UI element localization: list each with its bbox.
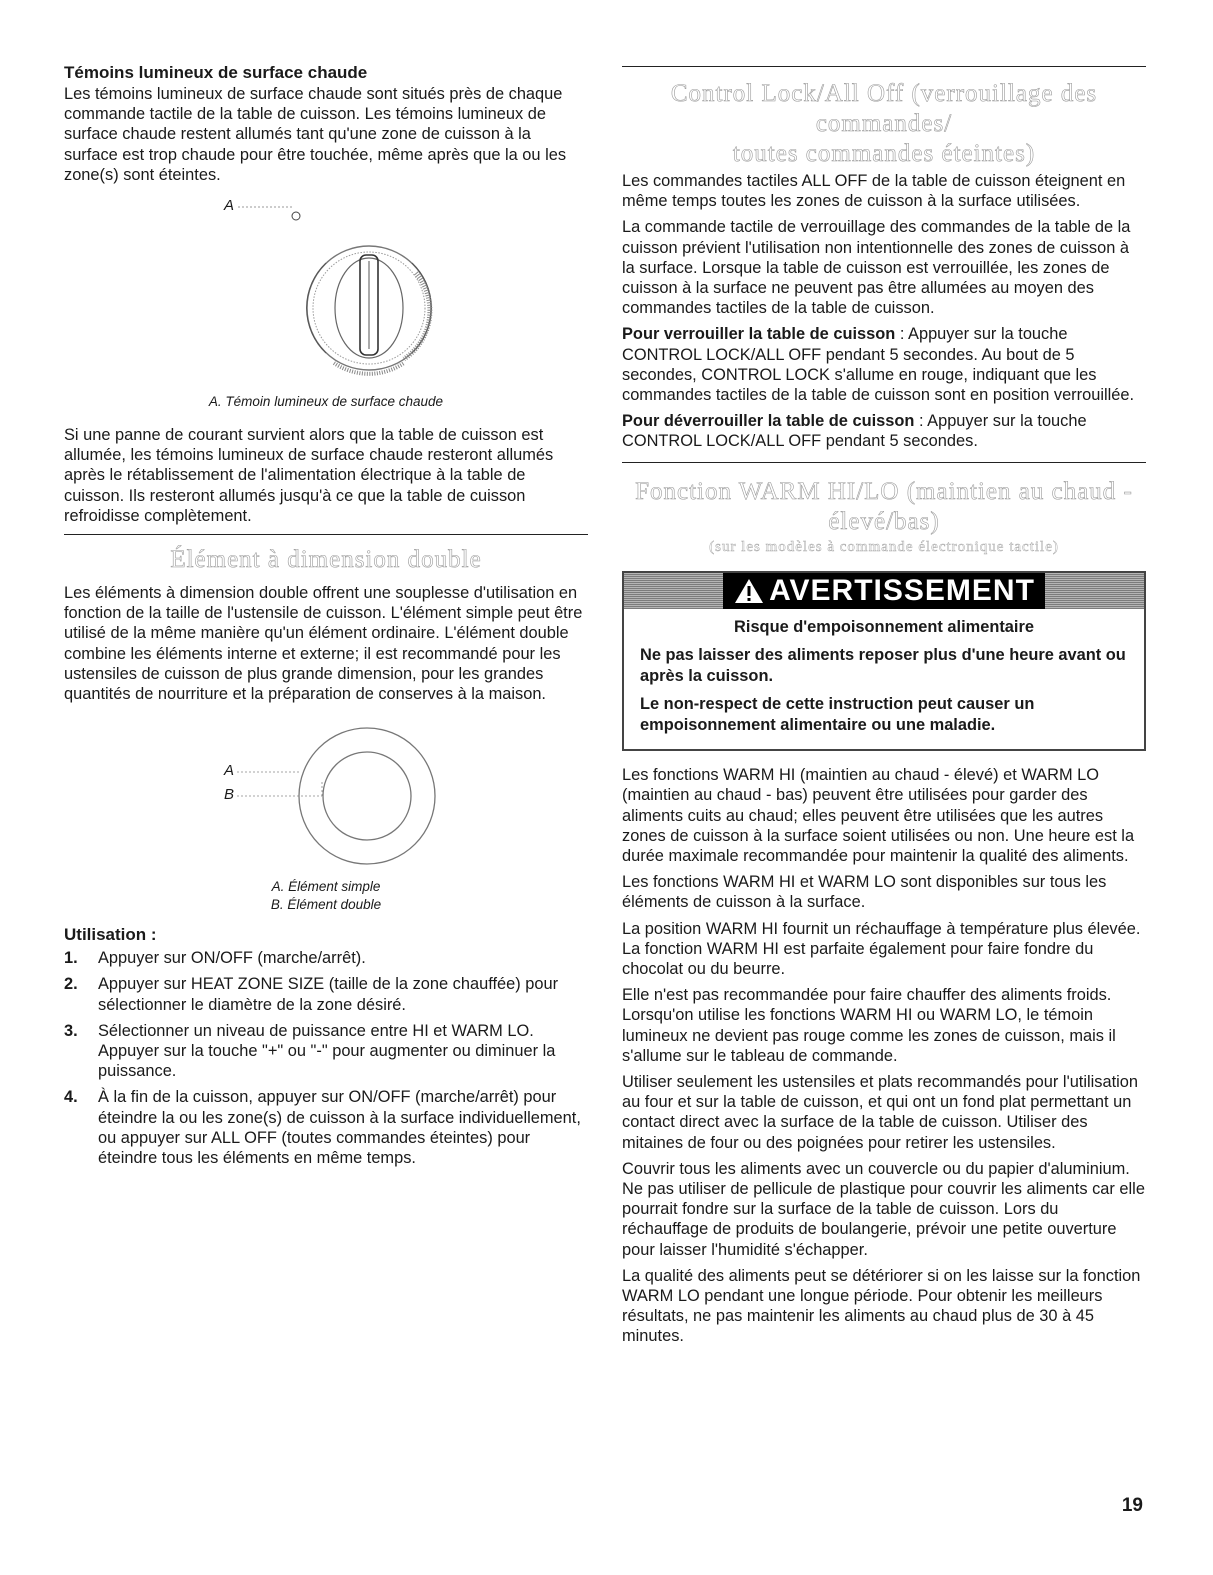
warm-paragraph: Elle n'est pas recommandée pour faire chauffer des aliments froids. Lorsqu'on utilise les fonctions WARM HI ou WARM LO, le témoin lumineux ne devient pas rouge comme les zones de cuisson, mais il s'allume sur le tableau de commande. (622, 986, 1116, 1065)
warning-body (624, 609, 1144, 750)
step-number: 4. (64, 1088, 78, 1107)
fig2-label-a: A (224, 762, 235, 780)
step-item (64, 948, 588, 968)
step-text: Appuyer sur HEAT ZONE SIZE (taille de la zone chauffée) pour sélectionner le diamètre de la zone désiré. (98, 975, 559, 1014)
lock-text: : Appuyer sur la touche CONTROL LOCK/ALL OFF pendant 5 secondes. Au bout de 5 secondes, CONTROL LOCK s'allume en rouge, indiquant que les commandes tactiles de la table de cuisson sont en position verrouillée. (622, 325, 1135, 405)
warm-paragraph: Utiliser seulement les ustensiles et plats recommandés pour l'utilisation au four et sur la table de cuisson, et qui ont un fond plat permettant un contact direct avec la surface de la table de cuisson. Utiliser des mitaines de four ou des poignées pour retirer les ustensiles. (622, 1072, 1139, 1152)
warm-paragraph: La qualité des aliments peut se détériorer si on les laisse sur la fonction WARM LO pendant une longue période. Pour obtenir les meilleurs résultats, ne pas maintenir les aliments au chaud plus de 30 à 45 minutes. (622, 1266, 1141, 1346)
step-item (64, 1087, 588, 1168)
dual-element-diagram (64, 720, 588, 872)
warning-triangle-icon (733, 577, 765, 605)
warning-title: AVERTISSEMENT (769, 573, 1035, 607)
fig2-caption-a: A. Élément simple (271, 879, 381, 895)
warning-box (622, 571, 1146, 752)
fig1-caption: A. Témoin lumineux de surface chaude (208, 394, 444, 410)
section-divider (622, 66, 1146, 67)
step-text: Appuyer sur ON/OFF (marche/arrêt). (98, 949, 366, 968)
warm-paragraph: Les fonctions WARM HI (maintien au chaud - élevé) et WARM LO (maintien au chaud - bas) peuvent être utilisées pour garder des aliments cuits au chaud; elles peuvent être utilisées que les autres zones de cuisson à la surface soient utilisées ou non. Une heure est la durée maximale recommandée pour maintenir la qualité des aliments. (622, 766, 1135, 865)
warning-subtitle: Risque d'empoisonnement alimentaire (734, 617, 1034, 636)
step-text: À la fin de la cuisson, appuyer sur ON/OFF (marche/arrêt) pour éteindre la ou les zone(s) de cuisson à la surface individuellement, ou appuyer sur ALL OFF (toutes commandes éteintes) pour éteindre tous les éléments en même temps. (98, 1088, 581, 1168)
usage-heading: Utilisation : (64, 925, 157, 945)
warm-paragraph: Les fonctions WARM HI et WARM LO sont disponibles sur tous les éléments de cuisson à la surface. (622, 873, 1107, 912)
hot-surface-heading: Témoins lumineux de surface chaude (64, 63, 368, 82)
control-lock-heading-line1: Control Lock/All Off (verrouillage des commandes/ (670, 80, 1098, 137)
right-column (622, 66, 1146, 1353)
dual-element-heading: Élément à dimension double (170, 546, 482, 574)
warm-paragraph: Couvrir tous les aliments avec un couvercle ou du papier d'aluminium. Ne pas utiliser de pellicule de plastique pour couvrir les aliments car elle pourrait fondre sur la surface de la table de cuisson. Lors du réchauffage de produits de boulangerie, prévoir une petite ouverture pour laisser l'humidité s'échapper. (622, 1159, 1145, 1259)
fig1-label-a: A (224, 197, 235, 215)
step-number: 3. (64, 1021, 78, 1040)
warning-header (624, 573, 1144, 609)
fig2-caption-b: B. Élément double (270, 897, 382, 913)
control-lock-paragraph-2: La commande tactile de verrouillage des commandes de la table de la cuisson prévient l'utilisation non intentionnelle des zones de cuisson à la surface. Lorsque la table de cuisson est verrouillée, les zones de cuisson à la surface ne peuvent pas être allumées au moyen des commandes tactiles de la table de cuisson. (622, 218, 1131, 318)
warning-line-2: Le non-respect de cette instruction peut causer un empoisonnement alimentaire ou une maladie. (640, 695, 1035, 734)
page-number: 19 (1121, 1495, 1143, 1516)
dual-element-figure (64, 720, 588, 872)
unlock-label: Pour déverrouiller la table de cuisson (622, 412, 915, 431)
hot-surface-figure (64, 191, 588, 391)
step-text: Sélectionner un niveau de puissance entre HI et WARM LO. Appuyer sur la touche "+" ou "-" pour augmenter ou diminuer la puissance. (98, 1021, 556, 1081)
step-item (64, 1021, 588, 1082)
section-divider (622, 462, 1146, 463)
left-column (64, 62, 588, 1174)
warning-line-1: Ne pas laisser des aliments reposer plus d'une heure avant ou après la cuisson. (640, 646, 1126, 685)
hot-surface-paragraph-1: Les témoins lumineux de surface chaude sont situés près de chaque commande tactile de la table de cuisson. Les témoins lumineux de surface chaude restent allumés tant qu'une zone de cuisson à la surface est trop chaude pour être touchée, même après que la ou les zone(s) sont éteintes. (64, 85, 567, 184)
fig2-label-b: B (224, 786, 235, 804)
control-lock-paragraph-1: Les commandes tactiles ALL OFF de la table de cuisson éteignent en même temps toutes les zones de cuisson à la surface utilisées. (622, 172, 1126, 211)
lock-label: Pour verrouiller la table de cuisson (622, 325, 896, 344)
warning-title-wrap (723, 573, 1045, 609)
hot-surface-indicator-diagram (64, 191, 588, 391)
warm-hilo-heading-line2: (sur les modèles à commande électronique tactile) (709, 538, 1059, 555)
step-number: 2. (64, 975, 78, 994)
usage-steps (64, 948, 588, 1168)
unlock-instructions (622, 411, 1146, 451)
hot-surface-paragraph-2: Si une panne de courant survient alors que la table de cuisson est allumée, les témoins lumineux de surface chaude resteront allumés après le rétablissement de l'alimentation électrique à la table de cuisson. Ils resteront allumés jusqu'à ce que la table de cuisson refroidisse complètement. (64, 426, 554, 525)
lock-instructions (622, 324, 1146, 405)
control-lock-heading-line2: toutes commandes éteintes) (732, 140, 1036, 167)
warm-hilo-heading-line1: Fonction WARM HI/LO (maintien au chaud - élevé/bas) (635, 477, 1133, 535)
section-divider (64, 534, 588, 535)
warm-paragraph: La position WARM HI fournit un réchauffage à température plus élevée. La fonction WARM HI est parfaite également pour faire fondre du chocolat ou du beurre. (622, 919, 1141, 978)
step-number: 1. (64, 949, 78, 968)
dual-element-paragraph: Les éléments à dimension double offrent une souplesse d'utilisation en fonction de la taille de l'ustensile de cuisson. L'élément simple peut être utilisé de la même manière qu'un élément ordinaire. L'élément double combine les éléments interne et externe; il est recommandé pour les ustensiles de cuisson de plus grande dimension, pour les grandes quantités de nourriture et la préparation de conserves à la maison. (64, 584, 583, 704)
unlock-text: : Appuyer sur la touche CONTROL LOCK/ALL OFF pendant 5 secondes. (622, 412, 1087, 451)
step-item (64, 974, 588, 1014)
